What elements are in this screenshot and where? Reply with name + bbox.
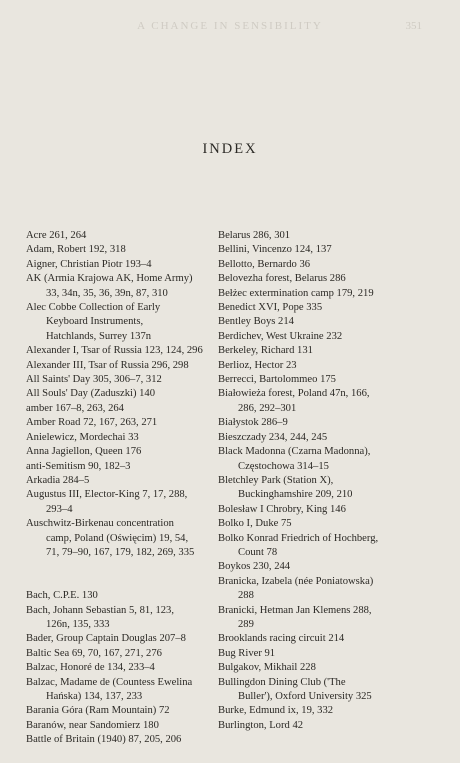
index-entry: Amber Road 72, 167, 263, 271 [26, 417, 158, 429]
index-entry: Auschwitz-Birkenau concentration camp, Poland (Oświęcim) 19, 54, 71, 79–90, 167, 179, 182, 269, 335 [26, 518, 195, 558]
index-entry: Anna Jagiellon, Queen 176 [26, 446, 142, 458]
index-entry: Bletchley Park (Station X), Buckinghamshire 209, 210 [218, 474, 353, 501]
index-entry: Anielewicz, Mordechai 33 [26, 431, 139, 443]
index-entry: Bulgakov, Mikhail 228 [218, 662, 316, 674]
index-entry: All Saints' Day 305, 306–7, 312 [26, 374, 162, 386]
index-entry: Bełżec extermination camp 179, 219 [218, 287, 374, 299]
index-entry: Alexander III, Tsar of Russia 296, 298 [26, 359, 189, 371]
index-entry: Bolko I, Duke 75 [218, 518, 292, 530]
index-entry: Burlington, Lord 42 [218, 719, 304, 731]
index-entry: Białystok 286–9 [218, 417, 288, 429]
index-entry: Balzac, Honoré de 134, 233–4 [26, 662, 155, 674]
index-entry: Bolesław I Chrobry, King 146 [218, 503, 346, 515]
index-entry: Bolko Konrad Friedrich of Hochberg, Count 78 [218, 532, 379, 558]
index-entry: Barania Góra (Ram Mountain) 72 [26, 705, 170, 717]
index-entry: Bach, C.P.E. 130 [26, 590, 98, 602]
index-entry: Arkadia 284–5 [26, 474, 90, 486]
index-entry: Brooklands racing circuit 214 [218, 633, 345, 645]
index-entry: All Souls' Day (Zaduszki) 140 [26, 388, 156, 400]
index-entry: Bach, Johann Sebastian 5, 81, 123, 126n, 135, 333 [26, 604, 174, 630]
index-entry: Battle of Britain (1940) 87, 205, 206 [26, 734, 182, 746]
index-entry: Branicka, Izabela (née Poniatowska) 288 [218, 575, 374, 602]
index-entry: Belovezha forest, Belarus 286 [218, 273, 346, 285]
index-entry: Baltic Sea 69, 70, 167, 271, 276 [26, 647, 162, 659]
index-entry: Berkeley, Richard 131 [218, 345, 313, 357]
index-entry: Augustus III, Elector-King 7, 17, 288, 293–4 [26, 489, 188, 515]
index-entry: Burke, Edmund ix, 19, 332 [218, 705, 334, 717]
index-entry: Balzac, Madame de (Countess Ewelina Hańska) 134, 137, 233 [26, 676, 193, 702]
index-entry: Alexander I, Tsar of Russia 123, 124, 296 [26, 345, 203, 357]
index-entry: Bug River 91 [218, 647, 276, 659]
index-entry: Białowieża forest, Poland 47n, 166, 286, 292–301 [218, 388, 370, 414]
index-entry: Aigner, Christian Piotr 193–4 [26, 258, 152, 270]
index-entry: Bieszczady 234, 244, 245 [218, 431, 328, 443]
index-entry: Boykos 230, 244 [218, 561, 291, 573]
index-entry: Berrecci, Bartolommeo 175 [218, 374, 336, 386]
index-entry: Branicki, Hetman Jan Klemens 288, 289 [218, 604, 372, 630]
index-entry: anti-Semitism 90, 182–3 [26, 460, 131, 472]
index-entry: Adam, Robert 192, 318 [26, 244, 126, 256]
index-entry: Bellini, Vincenzo 124, 137 [218, 244, 332, 256]
bleed-through-header: A CHANGE IN SENSIBILITY [137, 20, 323, 32]
index-entry: Bullingdon Dining Club ('The Buller'), Oxford University 325 [218, 676, 372, 702]
page-title: INDEX [202, 141, 258, 157]
index-entry: Baranów, near Sandomierz 180 [26, 719, 159, 731]
index-entry: Acre 261, 264 [26, 230, 87, 241]
index-entry: Belarus 286, 301 [218, 230, 291, 241]
index-entry: Bader, Group Captain Douglas 207–8 [26, 633, 186, 645]
section-gap [26, 560, 216, 589]
index-entry: Benedict XVI, Pope 335 [218, 302, 323, 314]
index-column-left [26, 229, 216, 748]
bleed-through-page-number: 351 [405, 20, 422, 32]
index-entry: Bellotto, Bernardo 36 [218, 258, 311, 270]
index-entry: Black Madonna (Czarna Madonna), Częstochowa 314–15 [218, 446, 371, 472]
index-entry: AK (Armia Krajowa AK, Home Army) 33, 34n, 35, 36, 39n, 87, 310 [26, 273, 193, 299]
index-entry: Bentley Boys 214 [218, 316, 294, 328]
index-column-right [218, 229, 440, 733]
index-entry: Berdichev, West Ukraine 232 [218, 330, 343, 342]
index-entry: amber 167–8, 263, 264 [26, 402, 124, 414]
index-entry: Alec Cobbe Collection of Early Keyboard Instruments, Hatchlands, Surrey 137n [26, 302, 161, 342]
index-entry: Berlioz, Hector 23 [218, 359, 297, 371]
